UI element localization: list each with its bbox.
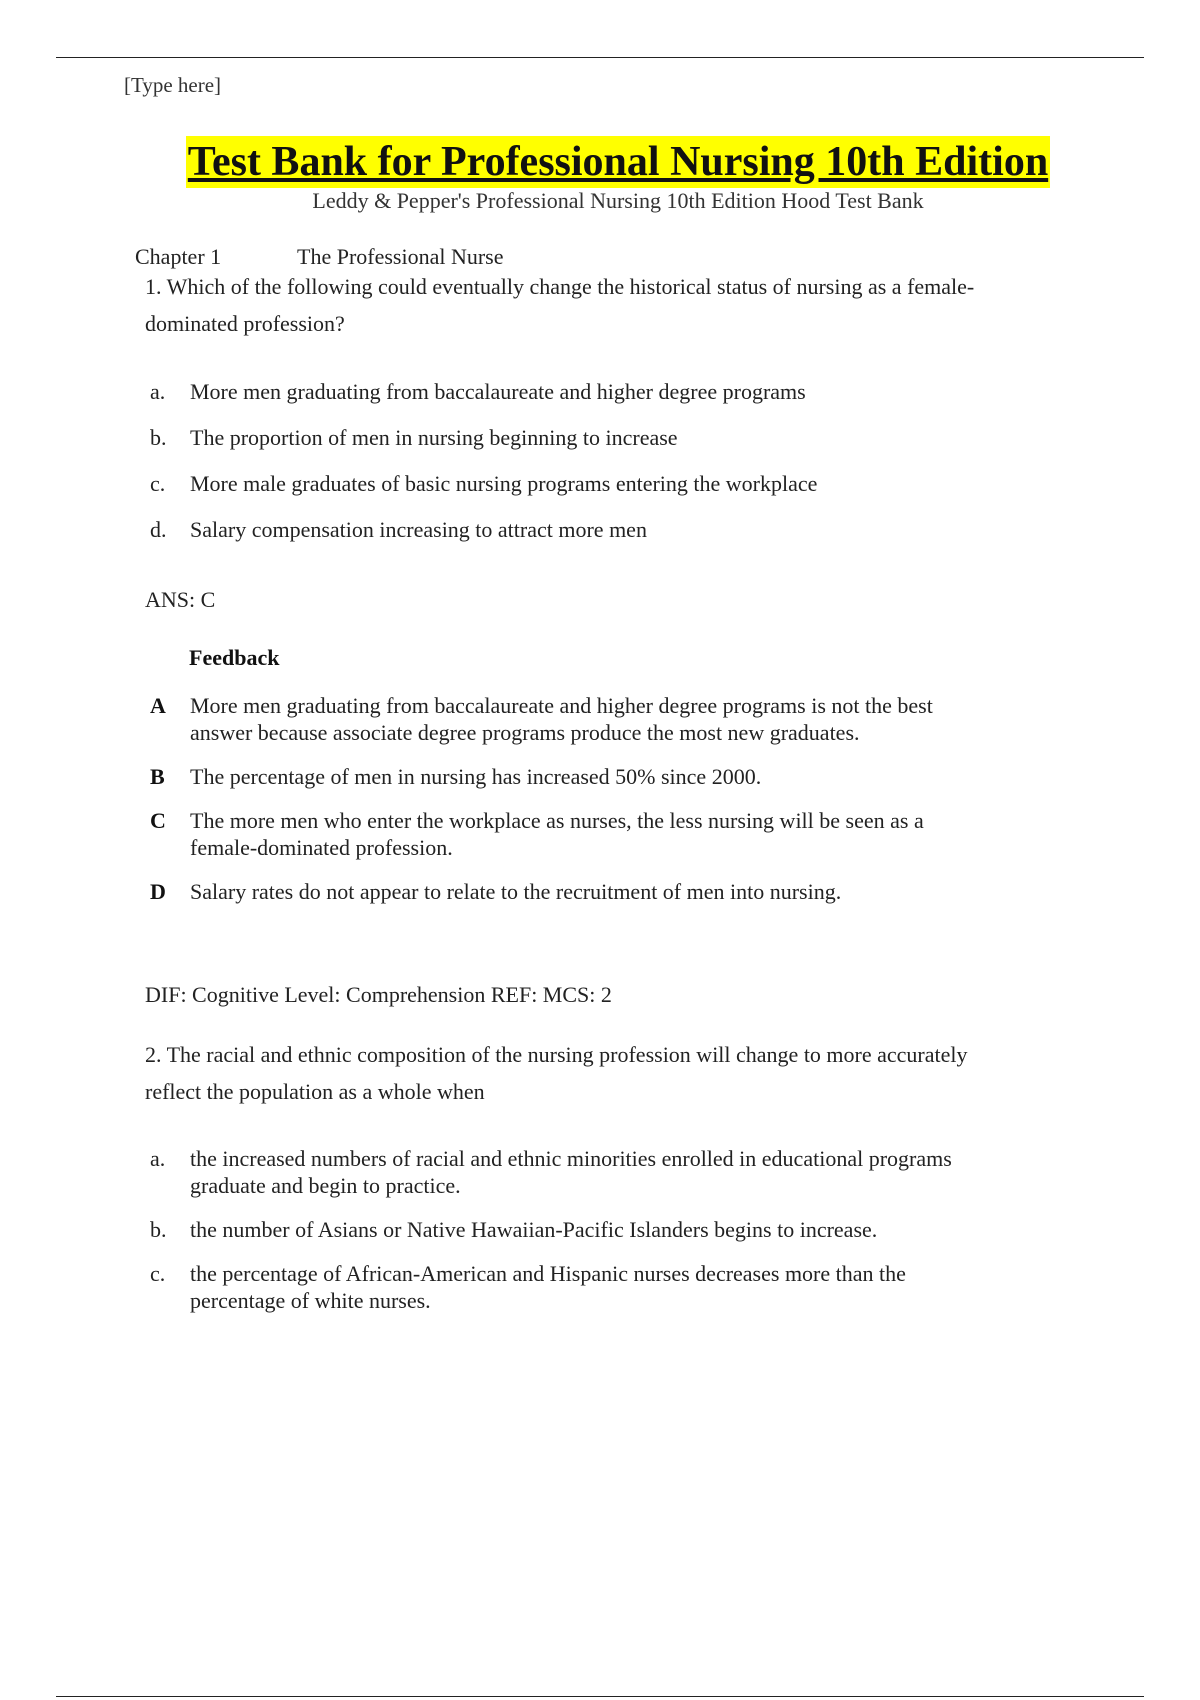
option-item (150, 424, 980, 451)
option-label: b. (150, 425, 167, 450)
chapter-number: Chapter 1 (135, 244, 222, 269)
question-1-text: 1. Which of the following could eventually change the historical status of nursing as a female- dominated profession? (145, 274, 975, 336)
option-item (150, 516, 980, 543)
question-2-options (150, 1145, 980, 1331)
option-text: More male graduates of basic nursing programs entering the workplace (190, 471, 818, 496)
feedback-label: D (150, 879, 166, 904)
option-label: d. (150, 517, 167, 542)
option-text: The proportion of men in nursing beginning to increase (190, 425, 678, 450)
feedback-item (150, 692, 980, 746)
option-item (150, 470, 980, 497)
option-text: the number of Asians or Native Hawaiian-Pacific Islanders begins to increase. (190, 1217, 878, 1242)
feedback-item (150, 878, 980, 905)
option-item (150, 1145, 980, 1199)
feedback-heading: Feedback (189, 645, 280, 670)
difficulty-reference: DIF: Cognitive Level: Comprehension REF: MCS: 2 (145, 982, 612, 1007)
option-text: the percentage of African-American and Hispanic nurses decreases more than the percentage of white nurses. (190, 1261, 906, 1313)
feedback-list (150, 692, 980, 922)
option-text: the increased numbers of racial and ethnic minorities enrolled in educational programs graduate and begin to practice. (190, 1146, 952, 1198)
footer-rule (56, 1696, 1144, 1697)
option-label: a. (150, 379, 166, 404)
header-placeholder: [Type here] (124, 73, 222, 97)
feedback-item (150, 807, 980, 861)
option-item (150, 378, 980, 405)
title-block (0, 136, 1200, 188)
feedback-label: B (150, 764, 165, 789)
chapter-name: The Professional Nurse (297, 244, 504, 269)
option-text: Salary compensation increasing to attract more men (190, 517, 647, 542)
option-item (150, 1260, 980, 1314)
feedback-label: C (150, 808, 166, 833)
option-item (150, 1216, 980, 1243)
feedback-label: A (150, 693, 166, 718)
chapter-heading (135, 244, 504, 270)
feedback-item (150, 763, 980, 790)
answer-key: ANS: C (145, 587, 216, 612)
option-label: b. (150, 1217, 167, 1242)
question-2-text: 2. The racial and ethnic composition of the nursing profession will change to more accurately reflect the population as a whole when (145, 1042, 968, 1104)
feedback-text: More men graduating from baccalaureate and higher degree programs is not the best answer because associate degree programs produce the most new graduates. (190, 693, 933, 745)
question-1-options (150, 378, 980, 562)
feedback-text: Salary rates do not appear to relate to the recruitment of men into nursing. (190, 879, 842, 904)
header-rule (56, 57, 1144, 58)
option-text: More men graduating from baccalaureate and higher degree programs (190, 379, 806, 404)
option-label: c. (150, 1261, 166, 1286)
feedback-text: The more men who enter the workplace as nurses, the less nursing will be seen as a female-dominated profession. (190, 808, 924, 860)
option-label: c. (150, 471, 166, 496)
option-label: a. (150, 1146, 166, 1171)
document-title: Test Bank for Professional Nursing 10th Edition (186, 136, 1050, 188)
document-subtitle: Leddy & Pepper's Professional Nursing 10th Edition Hood Test Bank (312, 188, 924, 213)
feedback-text: The percentage of men in nursing has increased 50% since 2000. (190, 764, 762, 789)
